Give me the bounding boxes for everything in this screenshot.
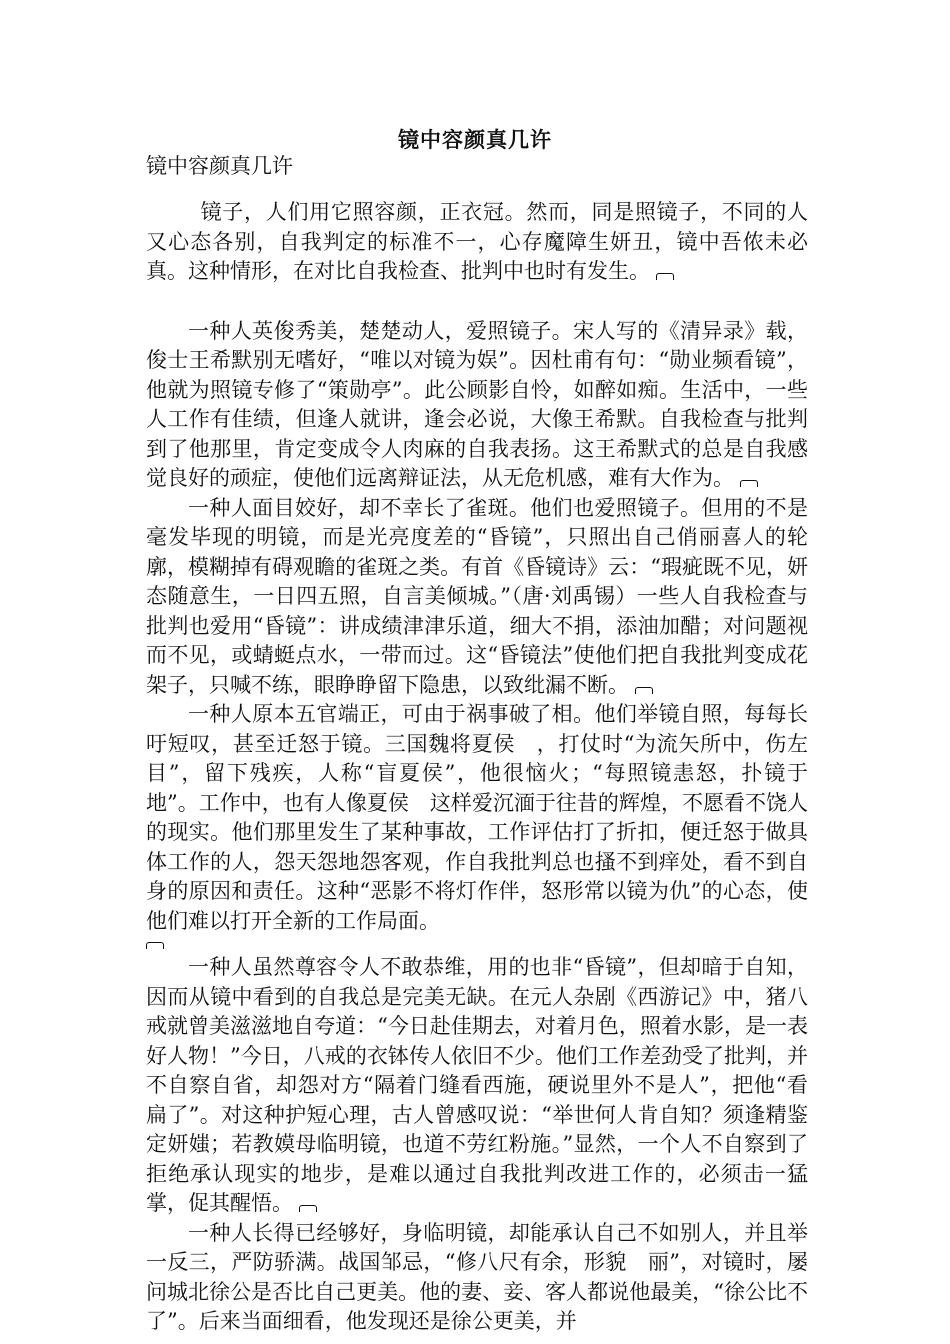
paragraph-wang-ximo: 一种人英俊秀美，楚楚动人，爱照镜子。宋人写的《清异录》载，俊士王希默别无嗜好，“唯以对镜为娱”。因杜甫有句：“勋业频看镜”，他就为照镜专修了“策勋亭”。此公顾影自怜，如醉如痴。生活中，一些人工作有佳绩，但逢人就讲，逢会必说，大像王希默。自我检查与批判到了他那里，肯定变成令人肉麻的自我表扬。这王希默式的总是自我感觉良好的顽症，使他们远离辩证法，从无危机感，难有大作为。 [146,318,808,490]
paragraph-mark-icon [299,1205,317,1212]
paragraph-zou-ji: 一种人长得已经够好，身临明镜，却能承认自己不如别人，并且举一反三，严防骄满。战国邹忌，“修八尺有余，形貌 丽”，对镜时，屡问城北徐公是否比自己更美。他的妻、妾、客人都说他最美，“徐公比不了”。后来当面细看，他发现还是徐公更美，并 [146,1220,808,1333]
paragraph-mark-icon [146,942,164,949]
document-title: 镜中容颜真几许 [398,127,552,152]
paragraph-mark-icon [635,687,653,694]
document-subtitle: 镜中容颜真几许 [146,154,293,178]
paragraph-intro: 镜子，人们用它照容颜，正衣冠。然而，同是照镜子，不同的人又心态各别，自我判定的标准不一，心存魔障生妍丑，镜中吾侬未必真。这种情形，在对比自我检查、批判中也时有发生。 [146,200,808,283]
paragraph-mark-icon [740,480,758,487]
paragraph-dim-mirror: 一种人面目姣好，却不幸长了雀斑。他们也爱照镜子。但用的不是毫发毕现的明镜，而是光亮度差的“昏镜”，只照出自己俏丽喜人的轮廓，模糊掉有碍观瞻的雀斑之类。有首《昏镜诗》云：“瑕疵既不见，妍态随意生，一日四五照，自言美倾城。”（唐·刘禹锡）一些人自我检查与批判也爱用“昏镜”：讲成绩津津乐道，细大不捐，添油加醋；对问题视而不见，或蜻蜓点水，一带而过。这“昏镜法”使他们把自我批判变成花架子，只喊不练，眼睁睁留下隐患，以致纰漏不断。 [146,495,808,697]
paragraph-mark-icon [656,273,674,280]
document-body [146,198,808,1337]
paragraph-zhu-bajie: 一种人虽然尊容令人不敢恭维，用的也非“昏镜”，但却暗于自知，因而从镜中看到的自我总是完美无缺。在元人杂剧《西游记》中，猪八戒就曾美滋滋地自夸道：“今日赴佳期去，对着月色，照着水影，是一表好人物！”今日，八戒的衣钵传人依旧不少。他们工作差劲受了批判，并不自察自省，却怨对方“隔着门缝看西施，硬说里外不是人”，把他“看扁了”。对这种护短心理，古人曾感叹说：“举世何人肯自知？须逢精鉴定妍媸；若教嫫母临明镜，也道不劳红粉施。”显然，一个人不自察到了拒绝承认现实的地步，是难以通过自我批判改进工作的，必须击一猛掌，促其醒悟。 [146,955,808,1215]
paragraph-gap [146,287,808,317]
paragraph-xiahou: 一种人原本五官端正，可由于祸事破了相。他们举镜自照，每每长吁短叹，甚至迁怒于镜。三国魏将夏侯 ，打仗时“为流矢所中，伤左目”，留下残疾，人称“盲夏侯”，他很恼火；“每照镜恚怒，扑镜于地”。工作中，也有人像夏侯 这样爱沉湎于往昔的辉煌，不愿看不饶人的现实。他们那里发生了某种事故，工作评估打了折扣，便迁怒于做具体工作的人，怨天怨地怨客观，作自我批判总也搔不到痒处，看不到自身的原因和责任。这种“恶影不将灯作伴，怒形常以镜为仇”的心态，使他们难以打开全新的工作局面。 [146,700,808,949]
